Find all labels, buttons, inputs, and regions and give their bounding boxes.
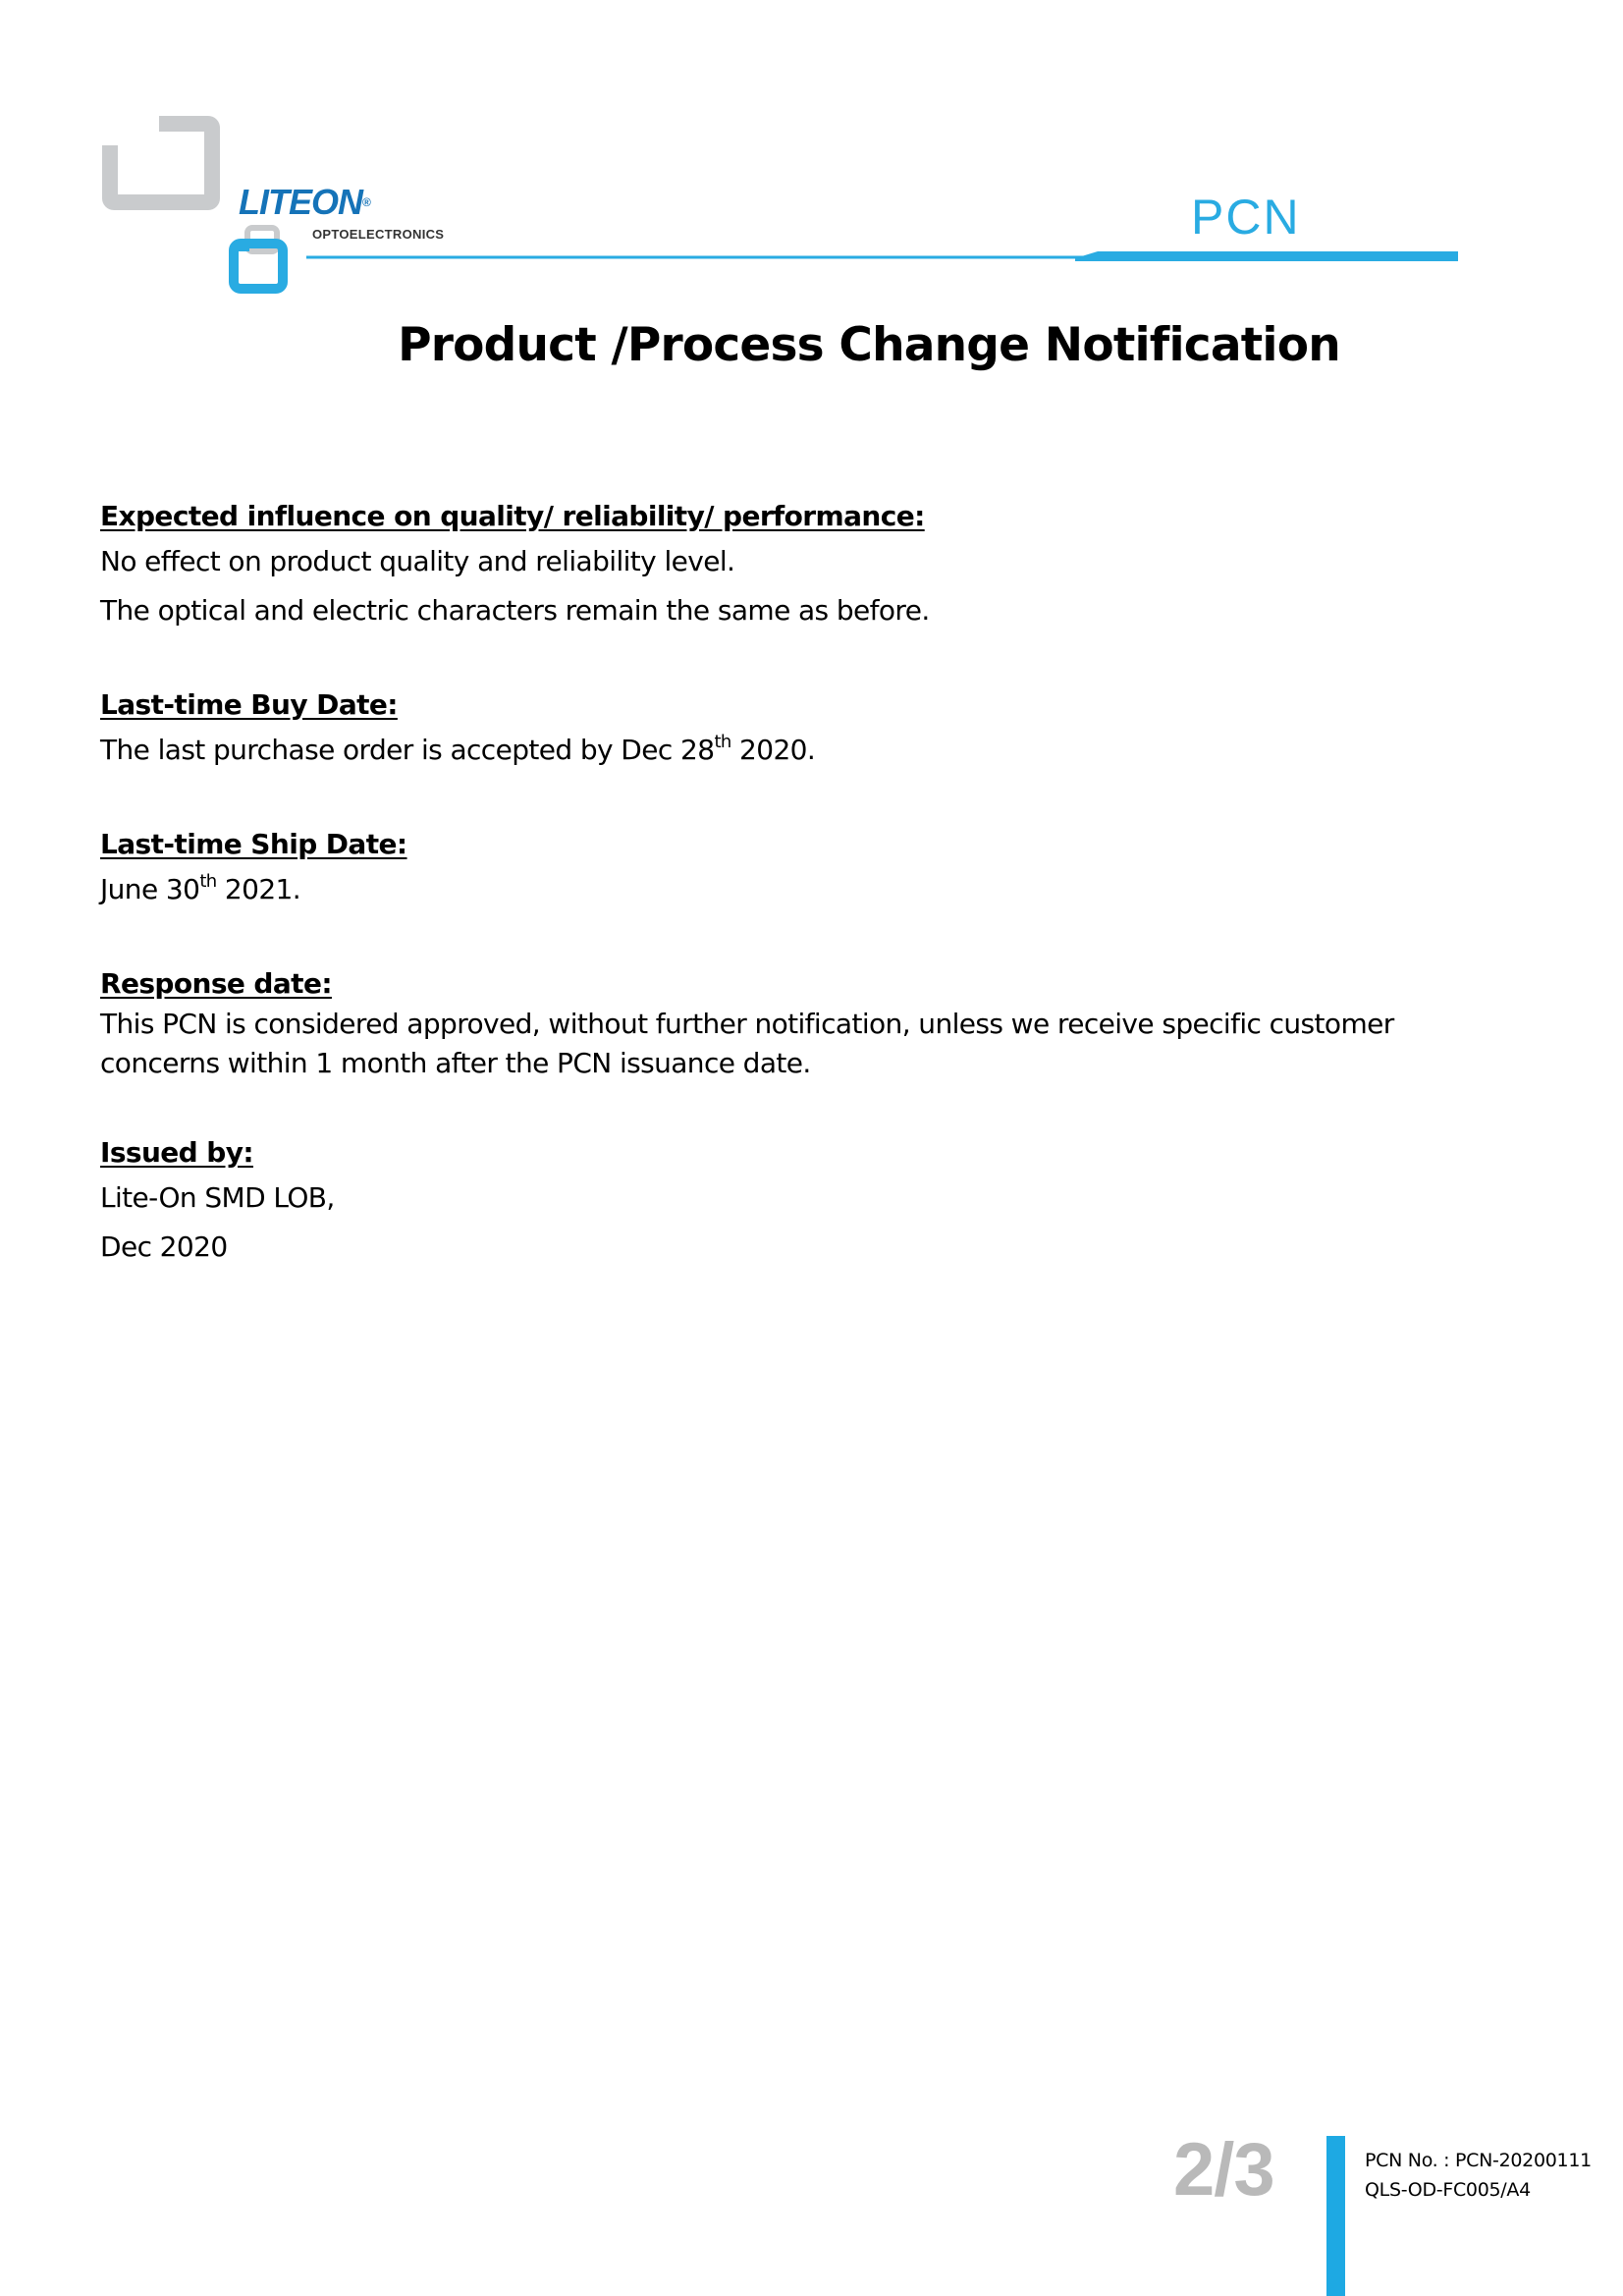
text-fragment: 2021. <box>216 873 301 905</box>
section-text: No effect on product quality and reliability level. <box>100 545 735 577</box>
pcn-number: PCN No. : PCN-20200111 <box>1365 2150 1592 2171</box>
section-text <box>100 865 1494 914</box>
section-text: This PCN is considered approved, without further notification, unless we receive specific customer concerns within 1 month after the PCN issuance date. <box>100 1008 1394 1079</box>
document-title: Product /Process Change Notification <box>398 318 1340 372</box>
footer-accent-bar <box>1326 2136 1345 2296</box>
logo-subtitle: OPTOELECTRONICS <box>312 227 445 242</box>
section-heading: Last-time Buy Date: <box>100 688 398 721</box>
text-fragment: The last purchase order is accepted by Dec 28 <box>100 734 715 766</box>
logo-registered-mark: ® <box>362 195 370 209</box>
logo-brand-on: ON <box>311 182 362 222</box>
section-heading: Expected influence on quality/ reliability/ performance: <box>100 500 925 532</box>
section-text: The optical and electric characters remain the same as before. <box>100 594 930 627</box>
section-last-time-ship <box>100 824 1494 914</box>
ordinal-suffix: th <box>199 870 217 892</box>
section-text: Dec 2020 <box>100 1230 228 1263</box>
section-text <box>100 726 1494 775</box>
footer-meta <box>1365 2146 1592 2205</box>
ordinal-suffix: th <box>714 731 731 752</box>
section-issued-by <box>100 1132 1494 1272</box>
text-fragment: 2020. <box>730 734 816 766</box>
section-heading: Response date: <box>100 967 332 1000</box>
section-heading: Last-time Ship Date: <box>100 828 407 860</box>
section-text: Lite-On SMD LOB, <box>100 1181 335 1214</box>
liteon-wordmark <box>239 182 370 222</box>
logo-brand-lite: LITE <box>239 182 311 222</box>
section-response-date <box>100 963 1494 1083</box>
header-divider-line <box>0 244 1623 263</box>
section-heading: Issued by: <box>100 1136 253 1169</box>
text-fragment: June 30 <box>100 873 200 905</box>
section-expected-influence <box>100 496 1494 635</box>
page-number: 2/3 <box>1173 2128 1274 2212</box>
form-code: QLS-OD-FC005/A4 <box>1365 2179 1531 2201</box>
document-body <box>100 496 1494 1272</box>
doc-type-label: PCN <box>1191 190 1301 245</box>
section-last-time-buy <box>100 684 1494 775</box>
